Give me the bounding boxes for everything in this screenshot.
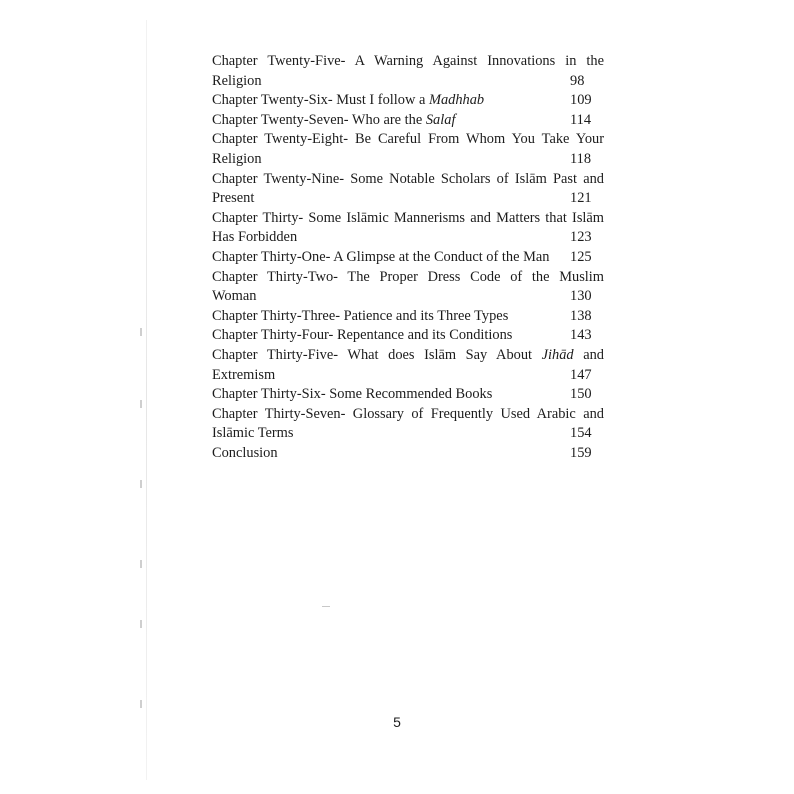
toc-entry [212, 268, 604, 307]
toc-entry [212, 52, 604, 91]
toc-entry-title: Chapter Thirty-Seven- Glossary of Frequently Used Arabic and [212, 405, 604, 422]
toc-entry-line [212, 189, 604, 209]
toc-entry [212, 385, 604, 405]
toc-entry-title: Chapter Thirty-One- A Glimpse at the Conduct of the Man [212, 248, 550, 265]
toc-entry [212, 346, 604, 385]
toc-entry-line [212, 111, 604, 131]
print-smudge [322, 606, 330, 607]
toc-entry-line [212, 326, 604, 346]
toc-entry-title-continued: Present [212, 190, 255, 207]
toc-entry-line [212, 228, 604, 248]
toc-entry-title: Chapter Twenty-Six- Must I follow a Madhhab [212, 92, 485, 109]
toc-entry [212, 405, 604, 444]
toc-entry-title: Conclusion [212, 444, 278, 461]
toc-entry-page: 123 [570, 229, 592, 246]
toc-entry-page: 125 [570, 248, 592, 265]
toc-entry [212, 170, 604, 209]
toc-entry-page: 118 [570, 150, 592, 167]
page-edge-shadow [146, 20, 147, 780]
toc-entry-title-continued: Religion [212, 72, 262, 89]
toc-entry-page: 138 [570, 307, 592, 324]
toc-entry-line [212, 72, 604, 92]
edge-mark [140, 620, 142, 628]
toc-entry-title-continued: Has Forbidden [212, 229, 298, 246]
toc-entry [212, 248, 604, 268]
toc-entry-title: Chapter Twenty-Five- A Warning Against Innovations in the [212, 53, 604, 69]
toc-entry-page: 121 [570, 190, 592, 207]
toc-entry-page: 150 [570, 386, 592, 403]
page-number: 5 [393, 714, 401, 730]
edge-mark [140, 400, 142, 408]
toc-entry-title: Chapter Twenty-Nine- Some Notable Scholars of Islām Past and [212, 170, 604, 187]
toc-entry [212, 209, 604, 248]
toc-entry-title: Chapter Twenty-Seven- Who are the Salaf [212, 111, 456, 128]
toc-entry-title: Chapter Thirty-Six- Some Recommended Books [212, 386, 493, 403]
edge-mark [140, 480, 142, 488]
toc-entry-page: 130 [570, 288, 592, 305]
toc-entry-page: 143 [570, 327, 592, 344]
toc-entry-line [212, 366, 604, 386]
edge-mark [140, 700, 142, 708]
toc-entry-page: 114 [570, 111, 592, 128]
toc-entry [212, 307, 604, 327]
toc-entry-line [212, 385, 604, 405]
edge-mark [140, 560, 142, 568]
toc-entry-line [212, 150, 604, 170]
toc-entry-line [212, 307, 604, 327]
toc-entry-page: 154 [570, 425, 592, 442]
toc-entry-title: Chapter Thirty-Three- Patience and its Three Types [212, 307, 509, 324]
toc-entry-title: Chapter Thirty-Five- What does Islām Say About Jihād and [212, 346, 604, 363]
toc-entry-title: Chapter Twenty-Eight- Be Careful From Whom You Take Your [212, 131, 604, 148]
toc-entry [212, 130, 604, 169]
toc-entry-title-continued: Religion [212, 150, 262, 167]
toc-entry-page: 159 [570, 444, 592, 461]
toc-entry-title-continued: Extremism [212, 366, 276, 383]
toc-entry-line [212, 424, 604, 444]
toc-entry-line [212, 444, 604, 464]
toc-entry-title: Chapter Thirty- Some Islāmic Mannerisms and Matters that Islām [212, 209, 604, 226]
toc-entry [212, 326, 604, 346]
toc-entry-line [212, 287, 604, 307]
toc-entry [212, 111, 604, 131]
table-of-contents [212, 52, 604, 463]
toc-entry-line [212, 91, 604, 111]
toc-entry-title: Chapter Thirty-Four- Repentance and its Conditions [212, 327, 513, 344]
toc-entry [212, 444, 604, 464]
toc-entry-page: 147 [570, 366, 592, 383]
edge-mark [140, 328, 142, 336]
toc-entry-page: 98 [570, 72, 585, 89]
toc-entry-title-continued: Woman [212, 288, 257, 305]
toc-entry-title-continued: Islāmic Terms [212, 425, 294, 442]
toc-entry-line [212, 248, 604, 268]
toc-entry [212, 91, 604, 111]
toc-entry-page: 109 [570, 92, 592, 109]
toc-entry-title: Chapter Thirty-Two- The Proper Dress Code of the Muslim [212, 268, 604, 285]
